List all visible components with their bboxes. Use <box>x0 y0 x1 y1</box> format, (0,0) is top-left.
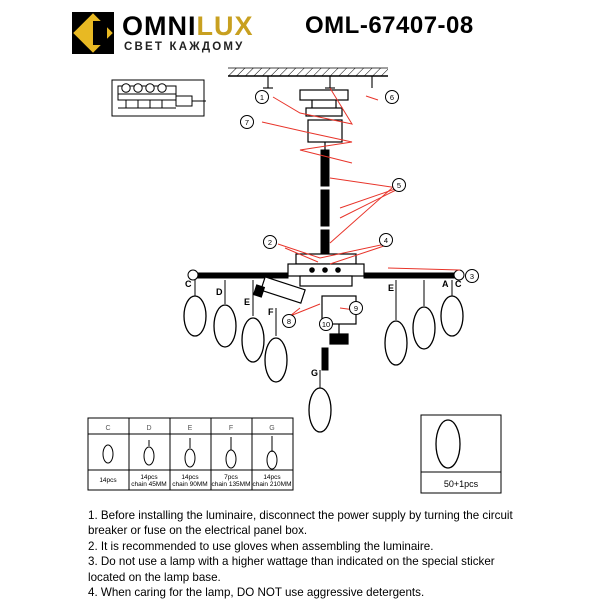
component-letter-E: E <box>244 297 251 307</box>
parts-table <box>88 418 293 490</box>
parts-col-E: E <box>187 425 193 432</box>
ceiling-hatching <box>228 68 388 76</box>
brand-name <box>122 12 254 40</box>
parts-qty-C: 14pcs <box>99 477 117 484</box>
parts-col-D: D <box>146 425 152 432</box>
parts-qty-D: 14pcs <box>140 474 158 481</box>
instruction-item-1: 1. Before installing the luminaire, disconnect the power supply by turning the circuit breaker or fuse on the electrical panel box. <box>88 509 513 538</box>
component-letter-G: G <box>311 368 319 378</box>
svg-text:6: 6 <box>389 93 395 102</box>
svg-text:8: 8 <box>286 317 292 326</box>
parts-col-F: F <box>228 425 234 432</box>
glass-count-box <box>421 415 501 493</box>
svg-text:5: 5 <box>396 181 402 190</box>
brand-logo <box>72 10 284 56</box>
parts-chain-E: chain 90MM <box>172 481 208 488</box>
brand-name-main: OMNI <box>122 11 197 41</box>
brand-tagline: СВЕТ КАЖДОМУ <box>124 41 245 53</box>
callout-leader-lines <box>259 88 460 316</box>
central-hub <box>288 254 364 286</box>
instruction-item-4: 4. When caring for the lamp, DO NOT use aggressive detergents. <box>88 586 425 600</box>
ceiling-canopy <box>300 90 348 116</box>
component-letter-F: F <box>268 307 274 317</box>
component-letter-E2: E <box>388 283 395 293</box>
page-header <box>0 0 600 62</box>
assembly-diagram-svg <box>0 58 600 513</box>
parts-col-G: G <box>269 425 275 432</box>
svg-text:10: 10 <box>321 320 331 329</box>
junction-box <box>308 120 342 150</box>
parts-chain-G: chain 210MM <box>252 481 292 488</box>
svg-text:2: 2 <box>267 238 273 247</box>
terminal-block <box>112 80 206 116</box>
lamp-head <box>254 277 305 303</box>
ceiling-anchors <box>263 76 372 88</box>
svg-text:3: 3 <box>469 272 475 281</box>
svg-text:7: 7 <box>244 118 250 127</box>
svg-text:9: 9 <box>353 304 359 313</box>
component-letter-D: D <box>216 287 223 297</box>
parts-chain-D: chain 45MM <box>131 481 167 488</box>
svg-text:4: 4 <box>383 236 389 245</box>
instruction-item-2: 2. It is recommended to use gloves when assembling the luminaire. <box>88 539 434 553</box>
drop-chains <box>322 348 328 370</box>
glass-count-label: 50+1pcs <box>443 479 479 489</box>
page-title: OML-67407-08 <box>305 12 474 39</box>
assembly-diagram <box>0 58 600 513</box>
component-letter-C: C <box>185 279 192 289</box>
parts-qty-E: 14pcs <box>181 474 199 481</box>
omnilux-diamond-logo-icon <box>72 12 114 54</box>
instruction-item-3: 3. Do not use a lamp with a higher wattage than indicated on the special sticker located on the lamp base. <box>88 555 495 584</box>
parts-col-C: C <box>105 425 111 432</box>
instructions-list <box>88 508 528 600</box>
suspension-rod <box>321 150 329 254</box>
parts-chain-F: chain 135MM <box>211 481 251 488</box>
component-letter-A: A <box>442 279 449 289</box>
parts-qty-F: 7pcs <box>224 474 238 481</box>
parts-qty-G: 14pcs <box>263 474 281 481</box>
component-letter-C2: C <box>455 279 462 289</box>
svg-text:1: 1 <box>259 93 265 102</box>
brand-name-accent: LUX <box>196 11 254 41</box>
